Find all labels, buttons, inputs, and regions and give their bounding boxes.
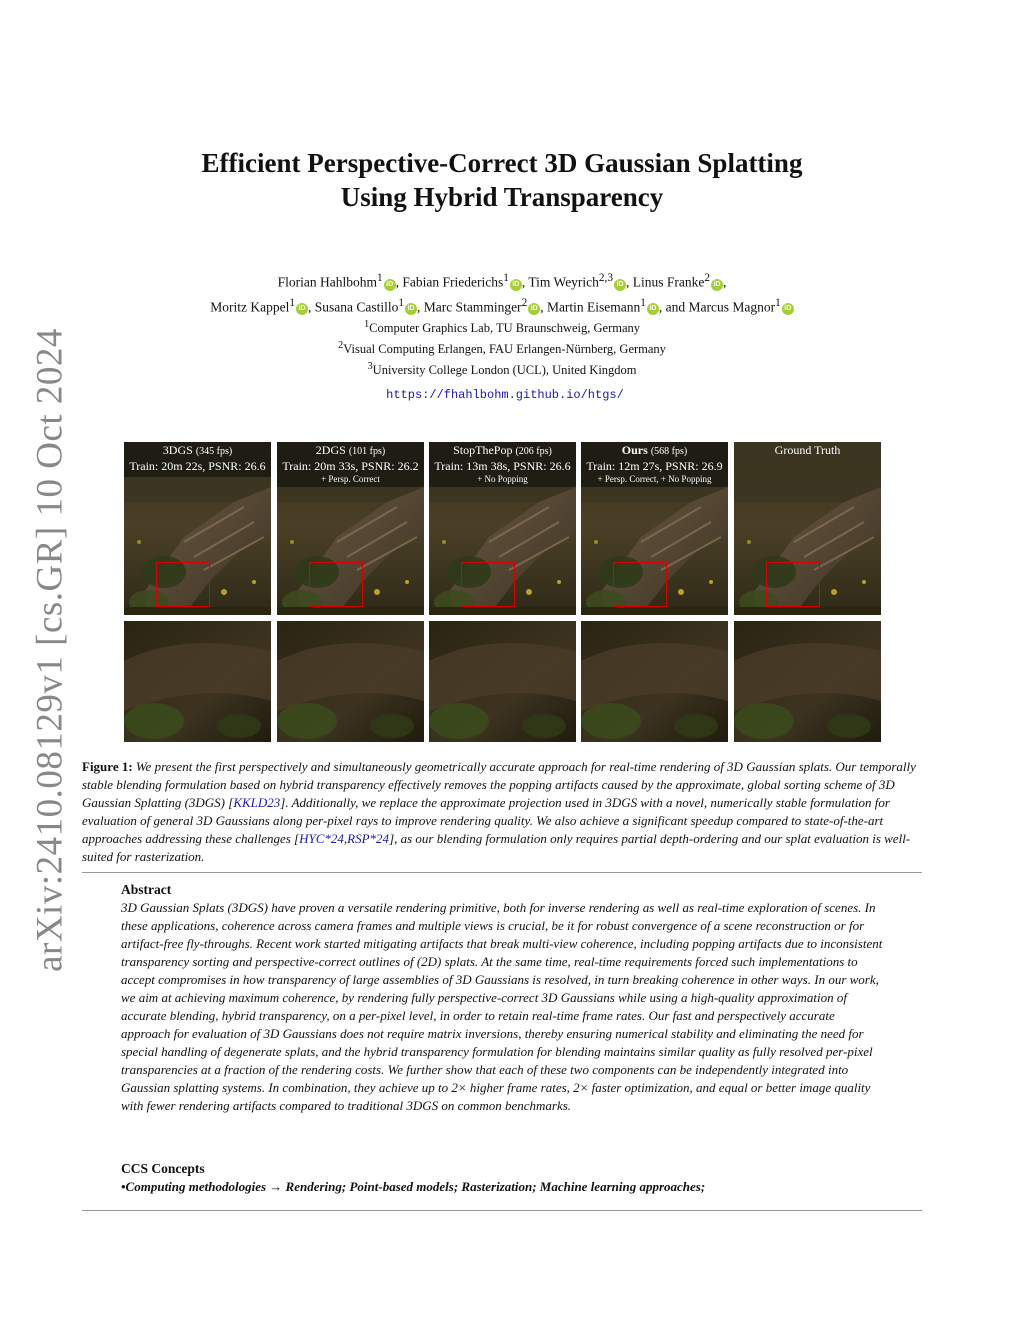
method-name: 3DGS	[162, 443, 193, 457]
affiliation-number: 1	[363, 319, 370, 330]
zoom-crop-image	[734, 621, 881, 742]
orcid-icon[interactable]: iD	[647, 303, 659, 315]
figure-panel-3dgs	[124, 442, 271, 615]
train-stats: Train: 20m 22s, PSNR: 26.6	[129, 459, 266, 473]
orcid-icon[interactable]: iD	[711, 279, 723, 291]
orcid-icon[interactable]: iD	[614, 279, 626, 291]
method-note: + Persp. Correct, + No Popping	[597, 474, 712, 484]
fps-label: (345 fps)	[195, 446, 233, 457]
author-affil: 1	[775, 296, 781, 309]
affiliation-list	[0, 316, 1004, 379]
orcid-icon[interactable]: iD	[528, 303, 540, 315]
arxiv-watermark: arXiv:2410.08129v1 [cs.GR] 10 Oct 2024	[29, 328, 71, 972]
author-affil: 1	[398, 296, 404, 309]
author-line-1: Florian Hahlbohm$^1$ iD , Fabian Friederichs$^1$ iD , Tim Weyrich$^{2,3}$ iD , Linus Franke$^2$ iD ,	[277, 272, 727, 290]
caption-text: We present the first perspectively and simultaneously geometrically accurate approach for real-time rendering of 3D Gaussian splats. Our temporally stable blending formulation based on hybrid transparency effectively removes the popping artifacts caused by the approximate, global sorting scheme of 3D Gaussian Splatting (3DGS) [	[82, 759, 916, 810]
ccs-concepts-section	[121, 1160, 891, 1196]
zoom-region-box	[461, 562, 515, 607]
zoom-crop-2dgs	[277, 621, 424, 742]
method-name: StopThePop	[453, 443, 513, 457]
method-name: Ground Truth	[774, 443, 841, 457]
figure-panel-2dgs	[277, 442, 424, 615]
author-list	[0, 268, 1004, 317]
panel-header	[124, 442, 271, 477]
zoom-crop-3dgs	[124, 621, 271, 742]
affiliation-text: Visual Computing Erlangen, FAU Erlangen-Nürnberg, Germany	[343, 342, 666, 357]
author-affil: 1	[503, 272, 509, 284]
citation-link[interactable]: KKLD23	[233, 795, 281, 810]
affiliation-number: 2	[338, 340, 344, 352]
panel-header	[581, 442, 728, 487]
train-stats: Train: 13m 38s, PSNR: 26.6	[434, 459, 571, 473]
zoom-crop-ground-truth	[734, 621, 881, 742]
author-affil: 2,3	[598, 272, 613, 284]
citation-separator: ,	[343, 831, 348, 846]
title-line-2: Using Hybrid Transparency	[340, 182, 664, 212]
fps-label: (101 fps)	[348, 446, 386, 457]
zoom-crop-image	[429, 621, 576, 742]
author-affil: 1	[640, 296, 646, 309]
caption-label: Figure 1:	[82, 759, 133, 774]
abstract-heading: Abstract	[121, 882, 172, 897]
orcid-icon[interactable]: iD	[405, 303, 417, 315]
author-name: Florian Hahlbohm	[277, 274, 377, 290]
author-name: Marcus Magnor	[688, 299, 776, 314]
orcid-icon[interactable]: iD	[782, 303, 794, 315]
zoom-region-box	[613, 562, 667, 607]
caption-text: ], as our blending formulation only requires partial depth-ordering and our splat evaluation is well-suited for rasterization.	[82, 831, 911, 864]
author-name: Fabian Friederichs	[402, 274, 504, 290]
author-affil: 1	[289, 296, 295, 309]
affiliation	[0, 316, 1004, 337]
author-affil: 1	[377, 272, 383, 284]
divider	[82, 872, 922, 873]
abstract-text: 3D Gaussian Splats (3DGS) have proven a versatile rendering primitive, both for inverse rendering as well as real-time exploration of scenes. In these applications, coherence across camera frames and multiple views is crucial, be it for robust convergence of a scene reconstruction or for artifact-free fly-throughs. Recent work started mitigating artifacts that break multi-view coherence, including popping artifacts due to inconsistent transparency sorting and perspective-correct outlines of (2D) splats. At the same time, real-time requirements forced such implementations to accept compromises in how transparency of large assemblies of 3D Gaussians is resolved, in turn breaking coherence in other ways. In our work, we aim at achieving maximum coherence, by rendering fully perspective-correct 3D Gaussians while using a high-quality approximation of accurate blending, hybrid transparency, on a per-pixel level, in order to retain real-time frame rates. Our fast and perspectively accurate approach for evaluation of 3D Gaussians does not require matrix inversions, thereby ensuring numerical stability and eliminating the need for special handling of degenerate splats, and the hybrid transparency formulation for blending maintains similar quality as fully resolved per-pixel transparencies at a fraction of the rendering costs. We further show that each of these two components can be independently integrated into Gaussian splatting systems. In combination, they achieve up to 2× higher frame rates, 2× faster optimization, and equal or better image quality with fewer rendering artifacts compared to traditional 3DGS on common benchmarks.	[121, 900, 883, 1113]
project-url-link[interactable]: https://fhahlbohm.github.io/htgs/	[386, 388, 624, 402]
panel-header	[429, 442, 576, 487]
zoom-crop-ours	[581, 621, 728, 742]
affiliation	[0, 337, 1004, 358]
citation-link[interactable]: HYC*24	[299, 831, 344, 846]
author-name: Susana Castillo	[314, 299, 399, 314]
train-stats: Train: 20m 33s, PSNR: 26.2	[282, 459, 419, 473]
fps-label: (206 fps)	[515, 446, 552, 457]
author-name: Martin Eisemann	[546, 299, 641, 314]
caption-text: ]. Additionally, we replace the approximate projection used in 3DGS with a novel, numerically stable formulation for evaluation of general 3D Gaussians along per-pixel rays to improve rendering quality. We also achieve a significant speedup compared to state-of-the-art approaches addressing these challenges [	[82, 795, 890, 846]
affiliation-text: University College London (UCL), United Kingdom	[372, 363, 637, 378]
title-line-1: Efficient Perspective-Correct 3D Gaussian Splatting	[201, 148, 803, 178]
method-name: 2DGS	[315, 443, 346, 457]
zoom-region-box	[766, 562, 820, 607]
affiliation-number: 3	[367, 361, 373, 373]
author-name: Tim Weyrich	[528, 274, 599, 290]
method-note: + Persp. Correct	[321, 474, 380, 484]
panel-header	[277, 442, 424, 487]
author-name: Marc Stamminger	[423, 299, 522, 314]
method-name: Ours	[621, 443, 648, 457]
train-stats: Train: 12m 27s, PSNR: 26.9	[586, 459, 723, 473]
orcid-icon[interactable]: iD	[384, 279, 396, 291]
author-name: Linus Franke	[632, 274, 705, 290]
panel-header	[734, 442, 881, 461]
zoom-crop-stopthepop	[429, 621, 576, 742]
author-line-2: Moritz Kappel$^1$ iD , Susana Castillo$^1$ iD , Marc Stamminger$^2$ iD , Martin Eisemann$^1$ iD , and Marcus Magnor$^1$ iD	[0, 293, 1004, 318]
paper-title	[0, 146, 1004, 214]
zoom-crop-image	[124, 621, 271, 742]
affiliation-text: Computer Graphics Lab, TU Braunschweig, Germany	[369, 321, 641, 336]
zoom-crop-image	[277, 621, 424, 742]
orcid-icon[interactable]: iD	[296, 303, 308, 315]
method-note: + No Popping	[477, 474, 528, 484]
ccs-text: •Computing methodologies → Rendering; Point-based models; Rasterization; Machine learning approaches;	[121, 1179, 706, 1194]
author-name: Moritz Kappel	[210, 299, 290, 314]
zoom-region-box	[309, 562, 363, 607]
author-affil: 2	[521, 296, 528, 309]
figure-panel-ours	[581, 442, 728, 615]
fps-label: (568 fps)	[650, 446, 688, 457]
ccs-heading: CCS Concepts	[121, 1161, 205, 1176]
author-affil: 2	[704, 272, 710, 284]
figure-panel-stopthepop	[429, 442, 576, 615]
zoom-crop-image	[581, 621, 728, 742]
figure-caption	[82, 758, 924, 866]
orcid-icon[interactable]: iD	[510, 279, 522, 291]
affiliation	[0, 358, 1004, 379]
divider	[82, 1210, 922, 1211]
abstract-section	[121, 881, 887, 1115]
zoom-region-box	[156, 562, 210, 607]
figure-panel-ground-truth	[734, 442, 881, 615]
citation-link[interactable]: RSP*24	[347, 831, 390, 846]
